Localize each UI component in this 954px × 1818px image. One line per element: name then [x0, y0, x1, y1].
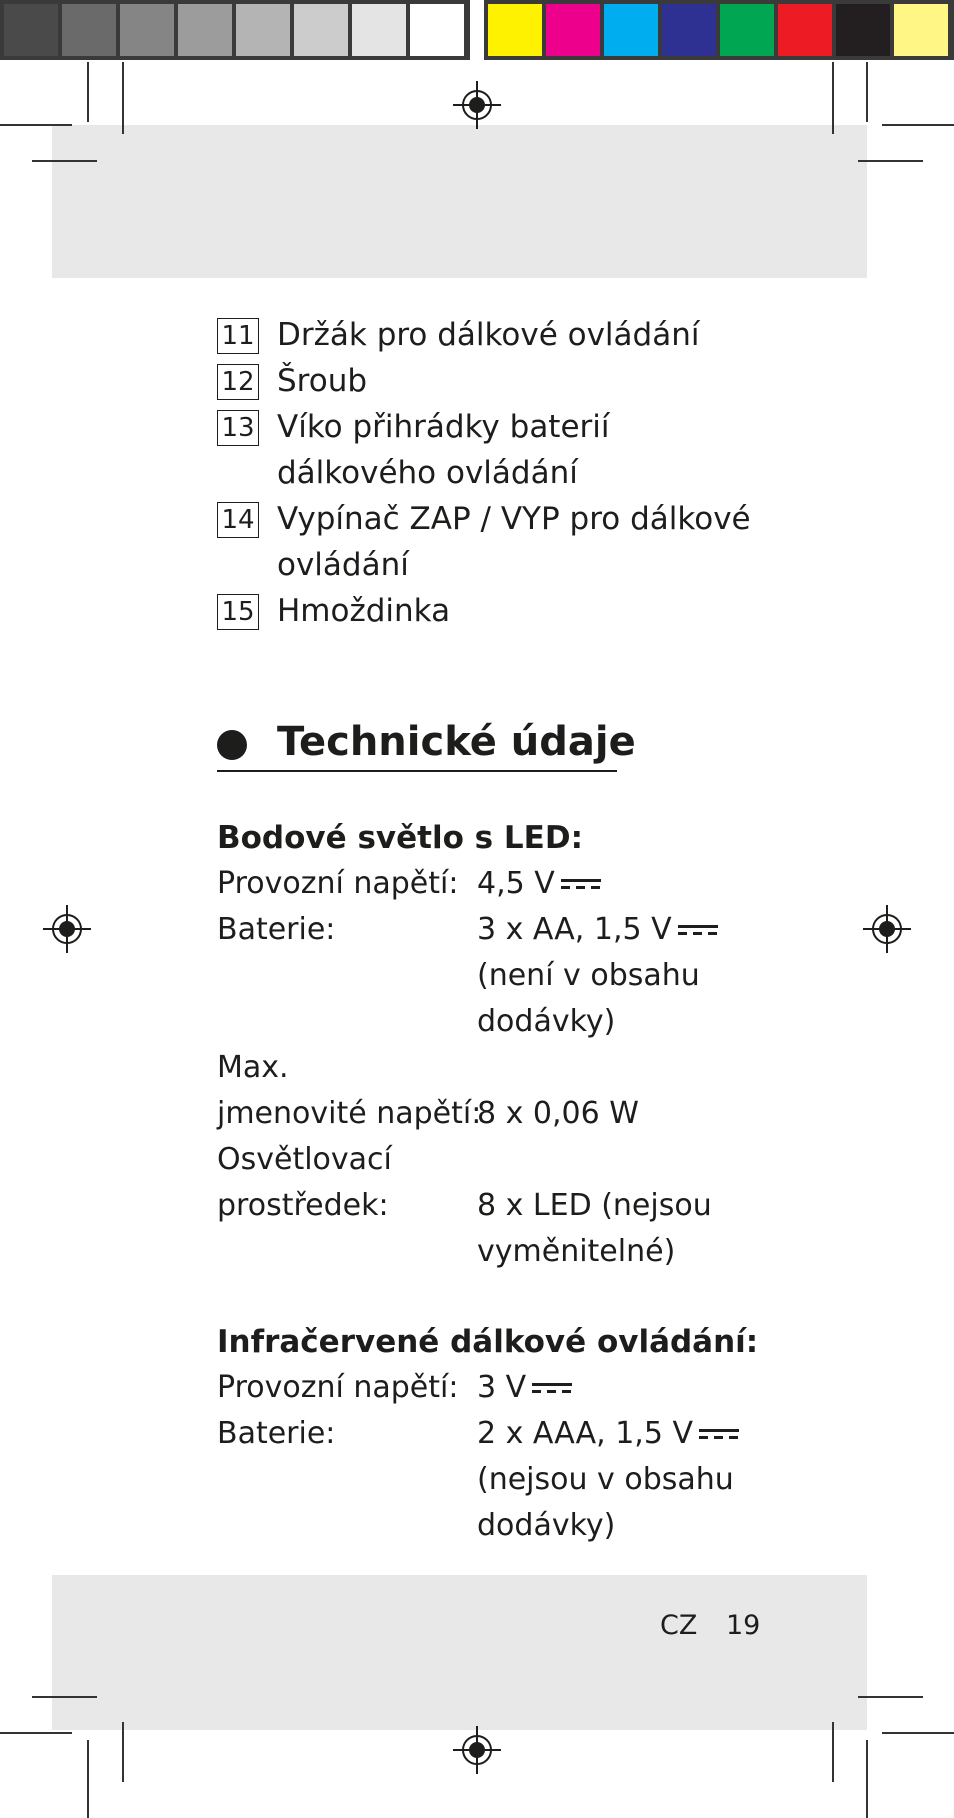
spec-label: jmenovité napětí: — [217, 1096, 482, 1131]
battery-value: 3 x AA, 1,5 V — [477, 912, 672, 947]
footer-language: CZ — [660, 1610, 698, 1641]
gray-swatch — [178, 4, 232, 56]
color-swatch — [836, 4, 890, 56]
dc-current-symbol-icon — [676, 923, 720, 939]
gray-swatch — [294, 4, 348, 56]
gray-swatch — [352, 4, 406, 56]
gray-swatch — [236, 4, 290, 56]
part-label: Víko přihrádky baterií dálkového ovládání — [277, 409, 610, 491]
list-item — [217, 496, 777, 588]
gray-swatch — [120, 4, 174, 56]
heading-underline — [217, 770, 617, 772]
part-number-box: 15 — [217, 594, 259, 630]
list-item — [217, 404, 777, 496]
voltage-value: 3 V — [477, 1370, 527, 1405]
battery-value: 2 x AAA, 1,5 V — [477, 1416, 693, 1451]
spec-label: Baterie: — [217, 912, 336, 947]
part-label: Vypínač ZAP / VYP pro dálkové ovládání — [277, 501, 751, 583]
spec-value: 8 x LED (nejsou — [477, 1188, 712, 1223]
parts-list — [217, 312, 777, 634]
spec-label: Provozní napětí: — [217, 1370, 459, 1405]
spec-value — [477, 1414, 741, 1454]
dc-current-symbol-icon — [559, 877, 603, 893]
spec-value — [477, 910, 720, 950]
registration-mark-icon — [42, 904, 92, 954]
part-label: Šroub — [277, 363, 368, 399]
spec-note: dodávky) — [477, 1004, 616, 1039]
spec-value: vyměnitelné) — [477, 1234, 676, 1269]
gray-swatch — [410, 4, 464, 56]
color-swatch — [488, 4, 542, 56]
list-item — [217, 588, 777, 634]
color-swatch — [662, 4, 716, 56]
top-gray-panel — [52, 125, 867, 278]
registration-mark-icon — [452, 1725, 502, 1775]
spec-label: Osvětlovací — [217, 1142, 392, 1177]
list-item — [217, 312, 777, 358]
spec-label: prostředek: — [217, 1188, 389, 1223]
color-swatch — [546, 4, 600, 56]
spec-value — [477, 864, 603, 904]
part-label: Držák pro dálkové ovládání — [277, 317, 700, 353]
spec-note: (není v obsahu — [477, 958, 700, 993]
gray-swatch — [4, 4, 58, 56]
spec-label: Max. — [217, 1050, 289, 1085]
registration-mark-icon — [452, 80, 502, 130]
color-swatch — [604, 4, 658, 56]
dc-current-symbol-icon — [697, 1427, 741, 1443]
part-number-box: 12 — [217, 364, 259, 400]
color-swatch — [720, 4, 774, 56]
part-number-box: 14 — [217, 502, 259, 538]
color-swatch — [894, 4, 948, 56]
part-label: Hmoždinka — [277, 593, 451, 629]
registration-mark-icon — [862, 904, 912, 954]
list-item — [217, 358, 777, 404]
color-swatch — [778, 4, 832, 56]
part-number-box: 11 — [217, 318, 259, 354]
voltage-value: 4,5 V — [477, 866, 555, 901]
part-number-box: 13 — [217, 410, 259, 446]
spec-note: dodávky) — [477, 1508, 616, 1543]
spec-label: Provozní napětí: — [217, 866, 459, 901]
led-spot-heading: Bodové světlo s LED: — [217, 820, 583, 856]
bullet-icon — [217, 730, 247, 760]
section-heading — [217, 716, 717, 776]
spec-value: 8 x 0,06 W — [477, 1096, 639, 1131]
section-title: Technické údaje — [277, 719, 636, 765]
spec-label: Baterie: — [217, 1416, 336, 1451]
spec-note: (nejsou v obsahu — [477, 1462, 734, 1497]
page-number: 19 — [726, 1610, 761, 1641]
gray-swatch — [62, 4, 116, 56]
spec-value — [477, 1368, 574, 1408]
remote-heading: Infračervené dálkové ovládání: — [217, 1324, 759, 1360]
dc-current-symbol-icon — [530, 1381, 574, 1397]
bottom-gray-panel — [52, 1575, 867, 1730]
color-calibration-bar — [0, 0, 954, 60]
